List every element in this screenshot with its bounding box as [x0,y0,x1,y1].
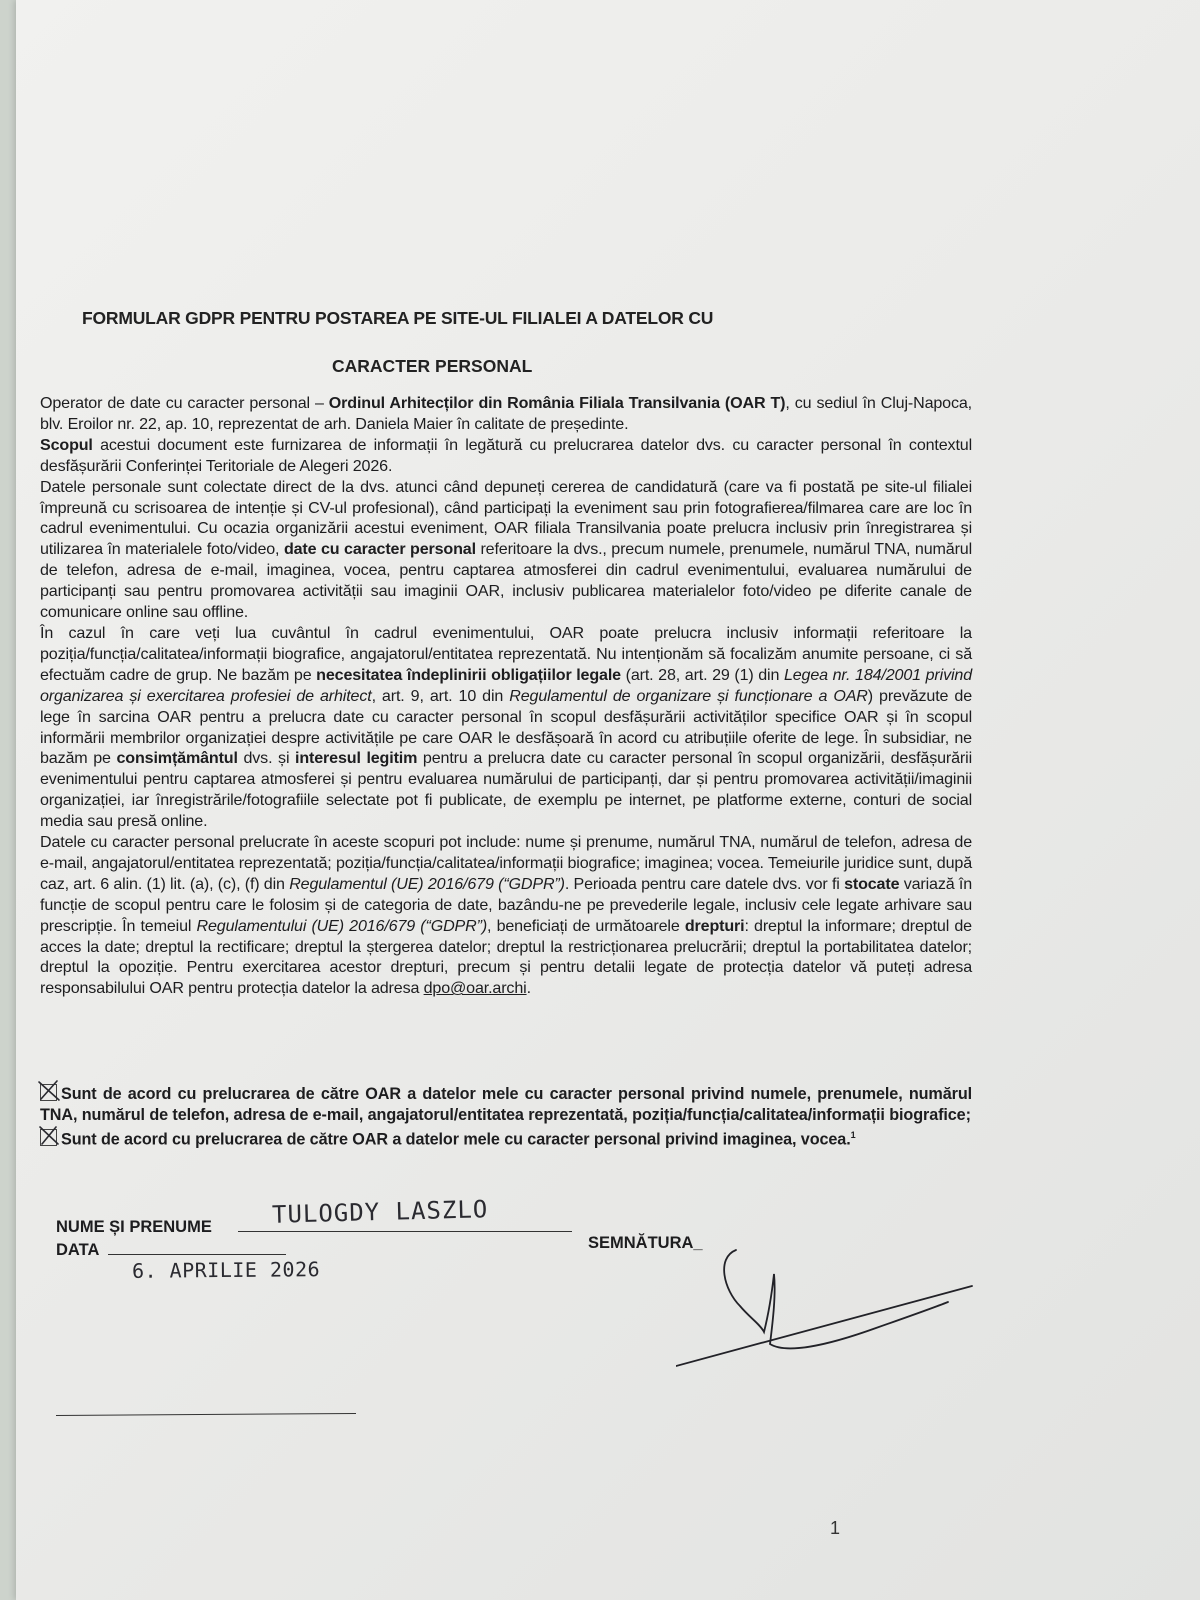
text: Datele personale sunt colectate direct de la dvs. atunci când depuneți cererea de candidatură (care va fi postată pe site-ul filialei împreună cu scrisoarea de intenție și CV-ul profesional), când participați la eveniment sau prin fotografierea/filmarea care are loc în cadrul evenimentului. Cu ocazia organizării acestui eveniment, OAR filiala Transilvania poate prelucra inclusiv prin înregistrarea și utilizarea în materialele foto/video, [40,477,972,559]
document-body [40,393,972,999]
text: : dreptul la informare; dreptul de acces la date; dreptul la rectificare; dreptul la ștergerea datelor; dreptul la restricționarea prelucrării; dreptul la portabilitatea datelor; dreptul la opoziție. Pentru exercitarea acestor drepturi, precum și pentru detalii legate de protecția datelor vă puteți adresa responsabilului OAR pentru protecția datelor la adresa [40,916,972,998]
dpo-email-link[interactable]: dpo@oar.archi [423,979,527,998]
paragraph-legal-basis [40,623,972,832]
text: , cu sediul în Cluj-Napoca, blv. Eroilor nr. 22, ap. 10, reprezentat de arh. Daniela Maier în calitate de președinte. [40,394,972,433]
name-line [238,1231,572,1232]
operator-name: Ordinul Arhitecților din România Filiala Transilvania (OAR T) [328,394,786,412]
page-number: 1 [830,1518,841,1538]
signature-label: SEMNĂTURA_ [588,1234,703,1252]
handwritten-date-field[interactable]: 6. APRILIE 2026 [131,1257,321,1283]
italic-text: Regulamentul de organizare și funcționare a OAR [509,686,868,705]
document-title-line2: CARACTER PERSONAL [332,356,533,376]
text: Operator de date cu caracter personal – [40,394,329,412]
italic-text: Legea nr. 184/2001 privind organizarea și exercitarea profesiei de arhitect [40,665,972,705]
paragraph-operator [40,393,972,435]
text: ) prevăzute de lege în sarcina OAR pentru a prelucra date cu caracter personal în scopul desfășurării activităților specifice OAR și în scopul informării membrilor organizației despre activitățile pe care OAR le desfășoară în acord cu atribuțiile oferite de lege. În subsidiar, ne bazăm pe [40,686,973,768]
consent-checkbox-1[interactable] [40,1084,57,1101]
text: acestui document este furnizarea de informații în legătură cu prelucrarea datelor dvs. cu caracter personal în contextul desfășurării Conferinței Teritoriale de Alegeri 2026. [40,435,972,475]
text: În cazul în care veți lua cuvântul în cadrul evenimentului, OAR poate prelucra inclusiv informații referitoare la poziția/funcția/calitatea/informații biografice, angajatorul/entitatea reprezentată. Nu intenționăm să focalizăm anumite persoane, ci să efectuăm cadre de grup. Ne bazăm pe [40,623,972,684]
text: . Perioada pentru care datele dvs. vor fi [564,874,845,893]
name-label: NUME ȘI PRENUME [56,1218,212,1236]
date-line [108,1254,286,1255]
bold-text: interesul legitim [295,749,418,768]
italic-text: Regulamentului (UE) 2016/679 (“GDPR”) [196,916,488,935]
bold-text: drepturi [684,916,745,935]
bold-text: necesitatea îndeplinirii obligațiilor legale [316,665,621,684]
date-label: DATA [56,1241,100,1259]
text: variază în funcție de scopul pentru care le folosim și de categoria de date, bazându-ne pe prevederile legale, inclusiv cele legate arhivare sau prescripție. În temeiul [40,874,973,935]
bottom-signature-line [56,1413,356,1416]
consent-checkbox-2[interactable] [40,1129,57,1146]
bold-text: consimțământul [116,749,238,768]
footnote-marker: 1 [850,1130,856,1140]
handwritten-name-field[interactable]: TULOGDY LASZLO [271,1195,489,1229]
text: (art. 28, art. 29 (1) din [620,665,784,684]
bold-text: stocate [844,874,900,893]
paragraph-rights [40,832,972,999]
handwritten-signature [676,1236,976,1386]
text: Datele cu caracter personal prelucrate în aceste scopuri pot include: nume și prenume, numărul TNA, numărul de telefon, adresa de e-mail, angajatorul/entitatea reprezentată; poziția/funcția/calitatea/informații biografice; imaginea; vocea. Temeiurile juridice sunt, după caz, art. 6 alin. (1) lit. (a), (c), (f) din [40,833,972,893]
text: dvs. și [237,749,296,768]
consent-section [40,1084,972,1150]
x-mark-icon [37,1079,63,1103]
italic-text: Regulamentul (UE) 2016/679 (“GDPR”) [289,874,565,893]
consent-text-2: Sunt de acord cu prelucrarea de către OAR a datelor mele cu caracter personal privind imaginea, vocea. [61,1130,851,1149]
text: . [526,979,531,998]
consent-text-1: Sunt de acord cu prelucrarea de către OAR a datelor mele cu caracter personal privind numele, prenumele, numărul TNA, numărul de telefon, adresa de e-mail, angajatorul/entitatea reprezentată, poziția/funcția/calitatea/informații biografice; [40,1085,972,1124]
document-page [16,0,1200,1600]
text: pentru a prelucra date cu caracter personal în scopul organizării, desfășurării evenimentului pentru captarea atmosferei și pentru evaluarea numărului de participanți, dar și pentru promovarea activității/imaginii organizației, iar înregistrările/fotografiile selectate pot fi publicate, de exemplu pe internet, pe platforme externe, conturi de social media sau presă online. [40,749,972,831]
paragraph-scope [40,435,972,477]
bold-text: date cu caracter personal [283,540,476,559]
text: referitoare la dvs., precum numele, prenumele, numărul TNA, numărul de telefon, adresa de e-mail, imaginea, vocea, pentru captarea atmosferei din cadrul evenimentului, evaluarea numărului de participanți sau pentru promovarea activității sau imaginii OAR, inclusiv publicarea materialelor foto/video pe diferite canale de comunicare online sau offline. [40,540,973,622]
document-title-line1: FORMULAR GDPR PENTRU POSTAREA PE SITE-UL FILIALEI A DATELOR CU [82,308,714,328]
paragraph-collection [40,477,972,623]
scope-label: Scopul [40,435,93,454]
text: , beneficiați de următoarele [487,916,685,935]
x-mark-icon [37,1124,63,1148]
text: , art. 9, art. 10 din [371,686,510,705]
consent-item-1 [40,1084,972,1125]
consent-item-2 [40,1125,972,1150]
